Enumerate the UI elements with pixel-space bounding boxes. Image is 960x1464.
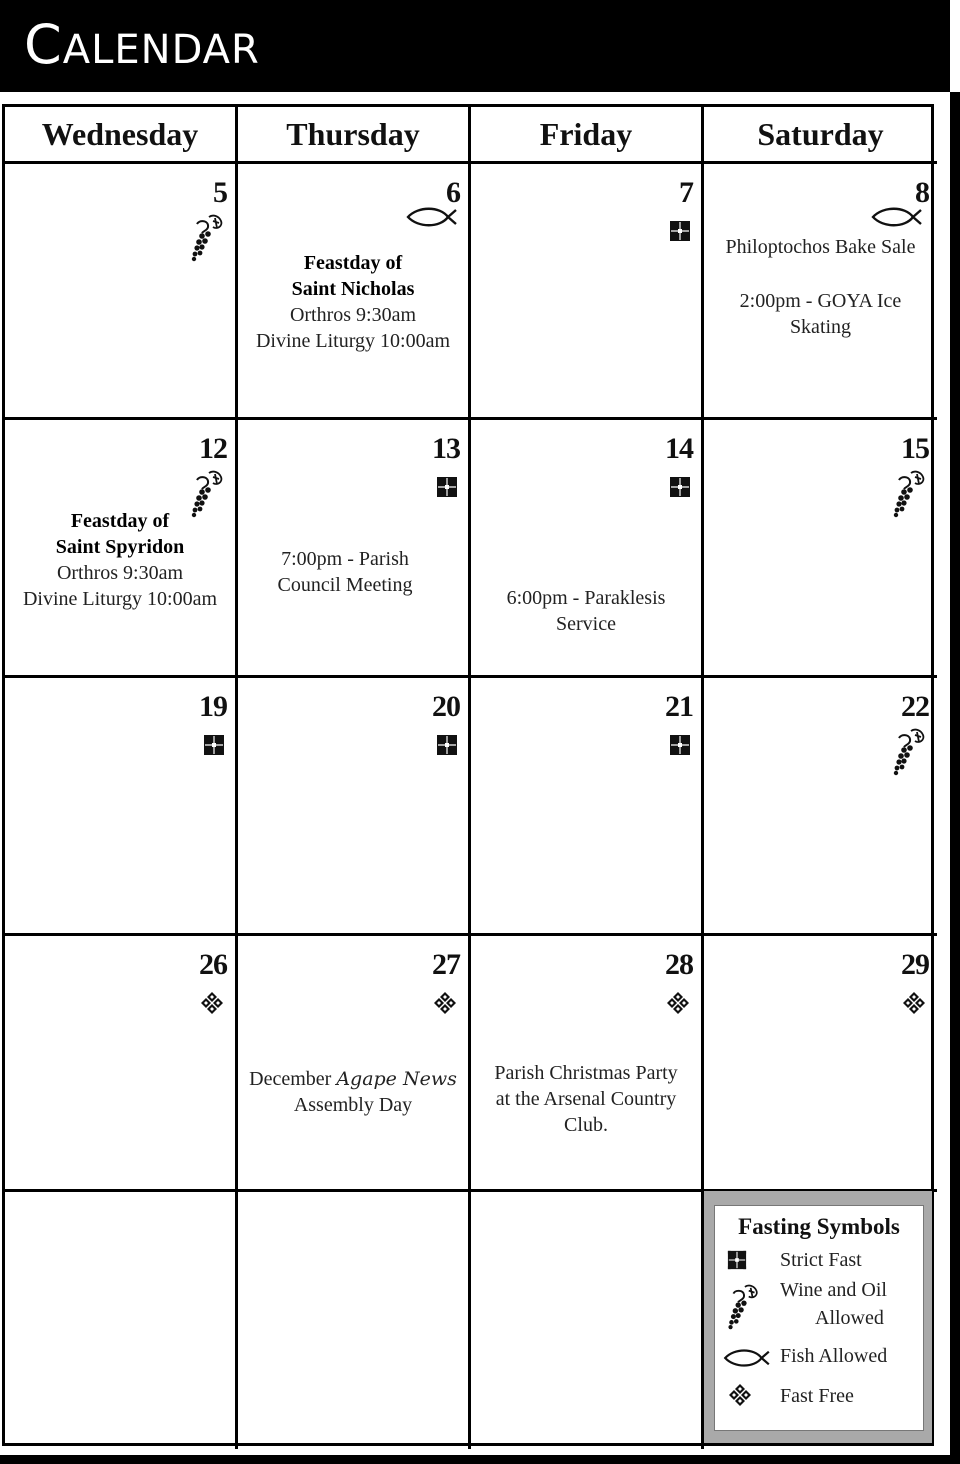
- fast-free-icon: [901, 990, 927, 1016]
- day-cell-15[interactable]: [704, 420, 937, 678]
- cross-icon: [669, 476, 691, 498]
- day-cell-12[interactable]: [5, 420, 238, 678]
- shadow-bottom: [0, 1455, 960, 1464]
- day-header-thursday: Thursday: [238, 107, 471, 164]
- day-header-saturday: Saturday: [704, 107, 937, 164]
- fasting-symbols-legend: [704, 1191, 932, 1443]
- fish-icon: [406, 206, 458, 228]
- event-text: Parish Christmas Party at the Arsenal Country Club.: [494, 1062, 678, 1136]
- day-number: 8: [915, 176, 929, 209]
- cross-icon: [436, 734, 458, 756]
- day-cell-20[interactable]: [238, 678, 471, 936]
- cross-icon: [203, 734, 225, 756]
- cross-icon: [436, 476, 458, 498]
- cross-icon: [669, 734, 691, 756]
- day-cell-26[interactable]: [5, 936, 238, 1192]
- day-number: 5: [213, 176, 227, 209]
- day-number: 26: [199, 948, 227, 981]
- day-number: 13: [432, 432, 460, 465]
- cross-icon: [669, 220, 691, 242]
- day-cell-21[interactable]: [471, 678, 704, 936]
- day-cell-13[interactable]: [238, 420, 471, 678]
- day-header-wednesday: Wednesday: [5, 107, 238, 164]
- event-text: December Agape News Assembly Day: [249, 1068, 457, 1116]
- day-number: 6: [446, 176, 460, 209]
- event-text: Feastday of Saint Spyridon Orthros 9:30am Divine Liturgy 10:00am: [22, 510, 218, 610]
- shadow-right: [950, 92, 960, 1464]
- day-cell-8[interactable]: [704, 164, 937, 420]
- day-cell-29[interactable]: [704, 936, 937, 1192]
- day-cell-5[interactable]: [5, 164, 238, 420]
- day-number: 27: [432, 948, 460, 981]
- fast-free-icon: [727, 1382, 753, 1408]
- event-text: 6:00pm - Paraklesis Service: [506, 587, 666, 635]
- fast-free-icon: [665, 990, 691, 1016]
- event-text: 7:00pm - Parish Council Meeting: [277, 548, 413, 596]
- event-text: Feastday of Saint Nicholas Orthros 9:30am Divine Liturgy 10:00am: [255, 252, 451, 352]
- fish-icon: [721, 1348, 773, 1368]
- day-cell-19[interactable]: [5, 678, 238, 936]
- fish-icon: [871, 206, 923, 228]
- day-cell-28[interactable]: [471, 936, 704, 1192]
- grape-icon: [725, 1284, 761, 1330]
- day-number: 20: [432, 690, 460, 723]
- day-cell-27[interactable]: [238, 936, 471, 1192]
- legend-title: Fasting Symbols: [738, 1214, 900, 1239]
- day-cell-empty: [5, 1192, 238, 1449]
- day-number: 12: [199, 432, 227, 465]
- event-text: Philoptochos Bake Sale 2:00pm - GOYA Ice Skating: [725, 236, 916, 338]
- day-number: 19: [199, 690, 227, 723]
- day-number: 28: [665, 948, 693, 981]
- grape-icon: [189, 214, 225, 262]
- page-header: [0, 0, 950, 92]
- day-cell-14[interactable]: [471, 420, 704, 678]
- day-number: 7: [679, 176, 693, 209]
- day-number: 14: [665, 432, 693, 465]
- grape-icon: [891, 470, 927, 518]
- fast-free-icon: [432, 990, 458, 1016]
- day-cell-22[interactable]: [704, 678, 937, 936]
- page-title: CALENDAR: [24, 13, 260, 76]
- fast-free-icon: [199, 990, 225, 1016]
- day-number: 29: [901, 948, 929, 981]
- day-cell-empty: [471, 1192, 704, 1449]
- day-number: 21: [665, 690, 693, 723]
- legend-panel: Fasting Symbols Strict Fast Wine and Oil Allowed Fish Allowed Fast Free: [714, 1205, 924, 1431]
- day-cell-empty: [238, 1192, 471, 1449]
- day-header-friday: Friday: [471, 107, 704, 164]
- grape-icon: [891, 728, 927, 776]
- day-cell-7[interactable]: [471, 164, 704, 420]
- cross-icon: [727, 1250, 747, 1270]
- day-number: 22: [901, 690, 929, 723]
- day-cell-6[interactable]: [238, 164, 471, 420]
- day-number: 15: [901, 432, 929, 465]
